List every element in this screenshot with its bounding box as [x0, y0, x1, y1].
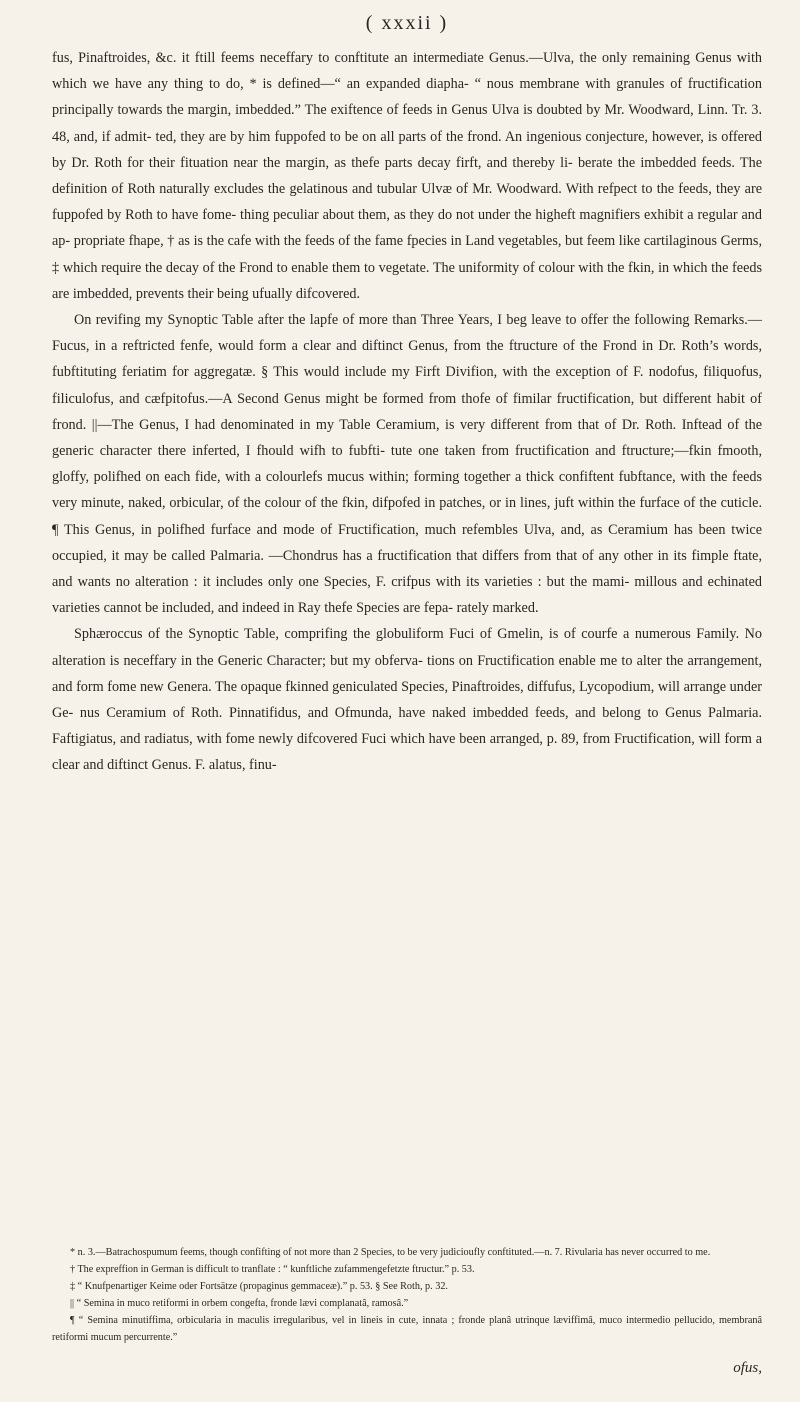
footnote-pilcrow: ¶ “ Semina minutiffima, orbicularia in maculis irregularibus, vel in lineis in cute, innata ; fronde planâ utrinque læviffimâ, muco intermedio pellucido, membranâ retiformi mucum percurrente.”: [52, 1315, 762, 1343]
book-page: [52, 12, 762, 1392]
main-text: [52, 45, 762, 779]
paragraph-1: fus, Pinaftroides, &c. it ftill feems neceffary to conftitute an intermediate Genus.—Ulva, the only remaining Genus with which we have any thing to do, * is defined—“ an expanded diapha- “ nous membrane with granules of fructification principally towards the margin, imbedded.” The exiftence of feeds in Genus Ulva is doubted by Mr. Woodward, Linn. Tr. 3. 48, and, if admit- ted, they are by him fuppofed to be on all parts of the frond. An ingenious conjecture, however, is offered by Dr. Roth for their fituation near the margin, as thefe parts decay firft, and thereby li- berate the imbedded feeds. The definition of Roth naturally excludes the gelatinous and tubular Ulvæ of Mr. Woodward. With refpect to the feeds, they are fuppofed by Roth to have fome- thing peculiar about them, as they do not under the higheft magnifiers exhibit a regular and ap- propriate fhape, † as is the cafe with the feeds of the fame fpecies in Land vegetables, but feem like cartilaginous Germs, ‡ which require the decay of the Frond to enable them to vegetate. The uniformity of colour with the fkin, in which the feeds are imbedded, prevents their being ufually difcovered.: [52, 50, 762, 302]
footnote-parallel: || “ Semina in muco retiformi in orbem congefta, fronde lævi complanatâ, ramosâ.”: [70, 1298, 409, 1309]
footnote-dagger: † The expreffion in German is difficult to tranflate : “ kunftliche zufammengefetzte ftructur.” p. 53.: [70, 1264, 475, 1275]
paragraph-3: Sphæroccus of the Synoptic Table, comprifing the globuliform Fuci of Gmelin, is of courfe a numerous Family. No alteration is neceffary in the Generic Character; but my obferva- tions on Fructification enable me to alter the arrangement, and form fome new Genera. The opaque fkinned geniculated Species, Pinaftroides, diffufus, Lycopodium, will arrange under Ge- nus Ceramium of Roth. Pinnatifidus, and Ofmunda, have naked imbedded feeds, and belong to Genus Palmaria. Faftigiatus, and radiatus, with fome newly difcovered Fuci which have been arranged, p. 89, from Fructification, will form a clear and diftinct Genus. F. alatus, finu-: [52, 626, 762, 774]
page-number: ( xxxii ): [365, 12, 449, 34]
footnote-asterisk: * n. 3.—Batrachospumum feems, though confifting of not more than 2 Species, to be very judicioufly conftituted.—n. 7. Rivularia has never occurred to me.: [70, 1247, 711, 1258]
catchword: ofus,: [733, 1360, 762, 1376]
paragraph-2: On revifing my Synoptic Table after the lapfe of more than Three Years, I beg leave to offer the following Remarks.—Fucus, in a reftricted fenfe, would form a clear and diftinct Genus, from the ftructure of the Frond in Dr. Roth’s words, fubftituting feriatim for aggregatæ. § This would include my Firft Divifion, with the exception of F. nodofus, filiquofus, filiculofus, and cæfpitofus.—A Second Genus might be formed from thofe of fimilar fructification, but different habit of frond. ||—The Genus, I had denominated in my Table Ceramium, is very different from that of Dr. Roth. Inftead of the generic character there inferted, I fhould wifh to fubfti- tute one taken from fructification and ftructure;—fkin fmooth, gloffy, polifhed on each fide, with a colourlefs mucus within; forming together a thick confiftent fubftance, with the feeds very minute, naked, orbicular, of the colour of the fkin, difpofed in patches, or in lines, juft within the furface of the cuticle. ¶ This Genus, in polifhed furface and mode of Fructification, much refembles Ulva, and, as Ceramium has been twice occupied, it may be called Palmaria. —Chondrus has a fructification that differs from that of any other in its fimple ftate, and wants no alteration : it includes only one Species, F. crifpus with its varieties : but the mami- millous and echinated varieties cannot be included, and indeed in Ray thefe Species are fepa- rately marked.: [52, 312, 762, 617]
footnotes: [52, 1244, 762, 1346]
footnote-double-dagger: ‡ “ Knufpenartiger Keime oder Fortsätze (propaginus gemmaceæ).” p. 53. § See Roth, p. 32.: [70, 1281, 448, 1292]
